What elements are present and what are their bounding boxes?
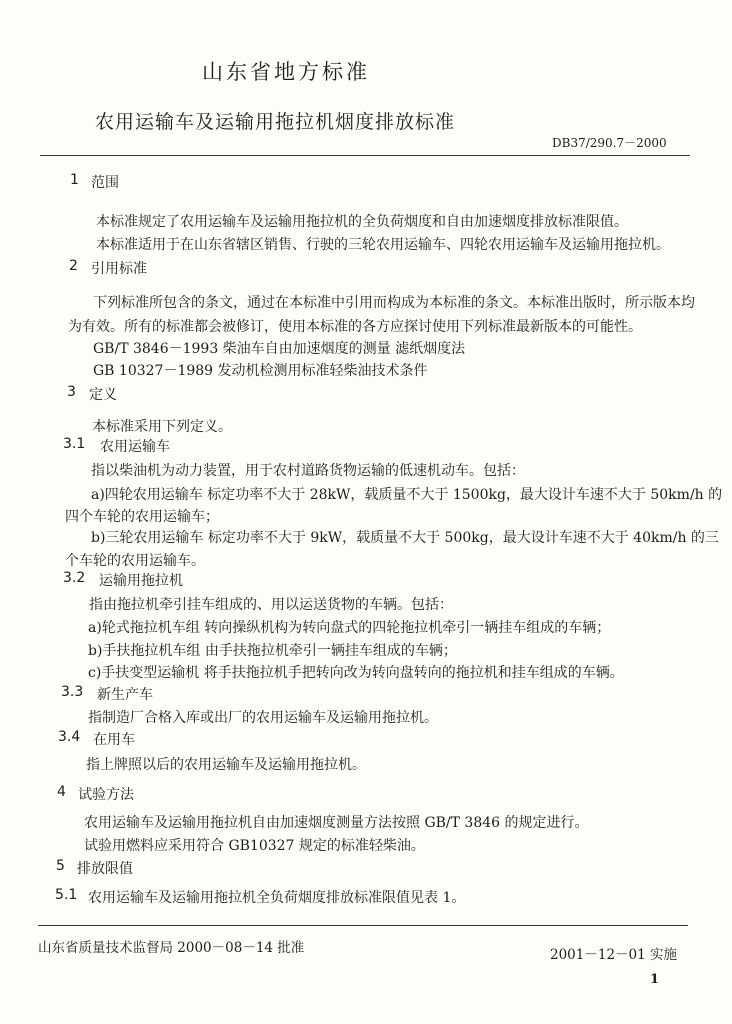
section-1-para-1: 本标准规定了农用运输车及运输用拖拉机的全负荷烟度和自由加速烟度排放标准限值。 <box>96 214 628 230</box>
section-3-2-para: 指由拖拉机牵引挂车组成的、用以运送货物的车辆。包括： <box>89 597 453 613</box>
section-3-3-title: 新生产车 <box>97 687 153 703</box>
section-3-1-item-b-line-2: 个车轮的农用运输车。 <box>65 553 205 569</box>
footer-rule <box>38 925 688 926</box>
section-3-1-item-b-line-1: b)三轮农用运输车 标定功率不大于 9kW，载质量不大于 500kg，最大设计车速不大于 40km/h 的三 <box>91 530 719 546</box>
section-3-4-title: 在用车 <box>93 732 135 748</box>
top-title: 山东省地方标准 <box>202 60 370 84</box>
section-3-2-number: 3.2 <box>63 570 86 586</box>
section-3-1-item-a-line-1: a)四轮农用运输车 标定功率不大于 28kW，载质量不大于 1500kg，最大设计车速不大于 50km/h 的 <box>91 487 723 503</box>
section-5-number: 5 <box>56 858 65 874</box>
section-3-number: 3 <box>67 384 76 400</box>
reference-2: GB 10327－1989 发动机检测用标准轻柴油技术条件 <box>93 363 428 379</box>
section-3-1-title: 农用运输车 <box>100 439 170 455</box>
section-3-intro: 本标准采用下列定义。 <box>92 419 232 435</box>
section-4-title: 试验方法 <box>78 787 134 803</box>
effective-date: 2001－12－01 实施 <box>550 947 678 963</box>
section-5-1-text: 农用运输车及运输用拖拉机全负荷烟度排放标准限值见表 1。 <box>88 890 466 906</box>
section-4-number: 4 <box>57 784 66 800</box>
section-3-4-number: 3.4 <box>58 729 81 745</box>
section-2-title: 引用标准 <box>91 261 147 277</box>
section-3-2-item-c: c)手扶变型运输机 将手扶拖拉机手把转向改为转向盘转向的拖拉机和挂车组成的车辆。 <box>88 665 624 681</box>
section-2-para-line-2: 为有效。所有的标准都会被修订，使用本标准的各方应探讨使用下列标准最新版本的可能性。 <box>68 319 642 335</box>
page-number: 1 <box>650 972 660 987</box>
reference-1: GB/T 3846－1993 柴油车自由加速烟度的测量 滤纸烟度法 <box>93 341 466 357</box>
section-3-4-para: 指上牌照以后的农用运输车及运输用拖拉机。 <box>86 757 366 773</box>
doc-title: 农用运输车及运输用拖拉机烟度排放标准 <box>95 111 456 133</box>
issuer-approval: 山东省质量技术监督局 2000－08－14 批准 <box>38 940 305 956</box>
section-3-1-para: 指以柴油机为动力装置，用于农村道路货物运输的低速机动车。包括： <box>91 463 525 479</box>
section-1-number: 1 <box>70 172 79 188</box>
doc-number: DB37/290.7－2000 <box>552 136 667 150</box>
section-3-2-item-a: a)轮式拖拉机车组 转向操纵机构为转向盘式的四轮拖拉机牵引一辆挂车组成的车辆； <box>88 620 611 636</box>
section-3-3-number: 3.3 <box>61 684 84 700</box>
header-rule <box>40 155 690 156</box>
section-5-1-number: 5.1 <box>55 887 78 903</box>
section-4-para-1: 农用运输车及运输用拖拉机自由加速烟度测量方法按照 GB/T 3846 的规定进行。 <box>84 815 589 831</box>
section-3-2-item-b: b)手扶拖拉机车组 由手扶拖拉机牵引一辆挂车组成的车辆； <box>88 643 457 659</box>
section-5-title: 排放限值 <box>77 861 133 877</box>
section-2-para-line-1: 下列标准所包含的条文，通过在本标准中引用而构成为本标准的条文。本标准出版时，所示版本均 <box>93 295 695 311</box>
section-3-2-title: 运输用拖拉机 <box>99 573 183 589</box>
section-1-para-2: 本标准适用于在山东省辖区销售、行驶的三轮农用运输车、四轮农用运输车及运输用拖拉机。 <box>96 237 670 253</box>
section-3-1-item-a-line-2: 四个车轮的农用运输车； <box>65 509 219 525</box>
section-4-para-2: 试验用燃料应采用符合 GB10327 规定的标准轻柴油。 <box>84 838 425 854</box>
section-3-title: 定义 <box>89 387 117 403</box>
section-3-1-number: 3.1 <box>63 436 86 452</box>
section-1-title: 范围 <box>91 175 119 191</box>
section-3-3-para: 指制造厂合格入库或出厂的农用运输车及运输用拖拉机。 <box>88 710 438 726</box>
section-2-number: 2 <box>69 258 78 274</box>
